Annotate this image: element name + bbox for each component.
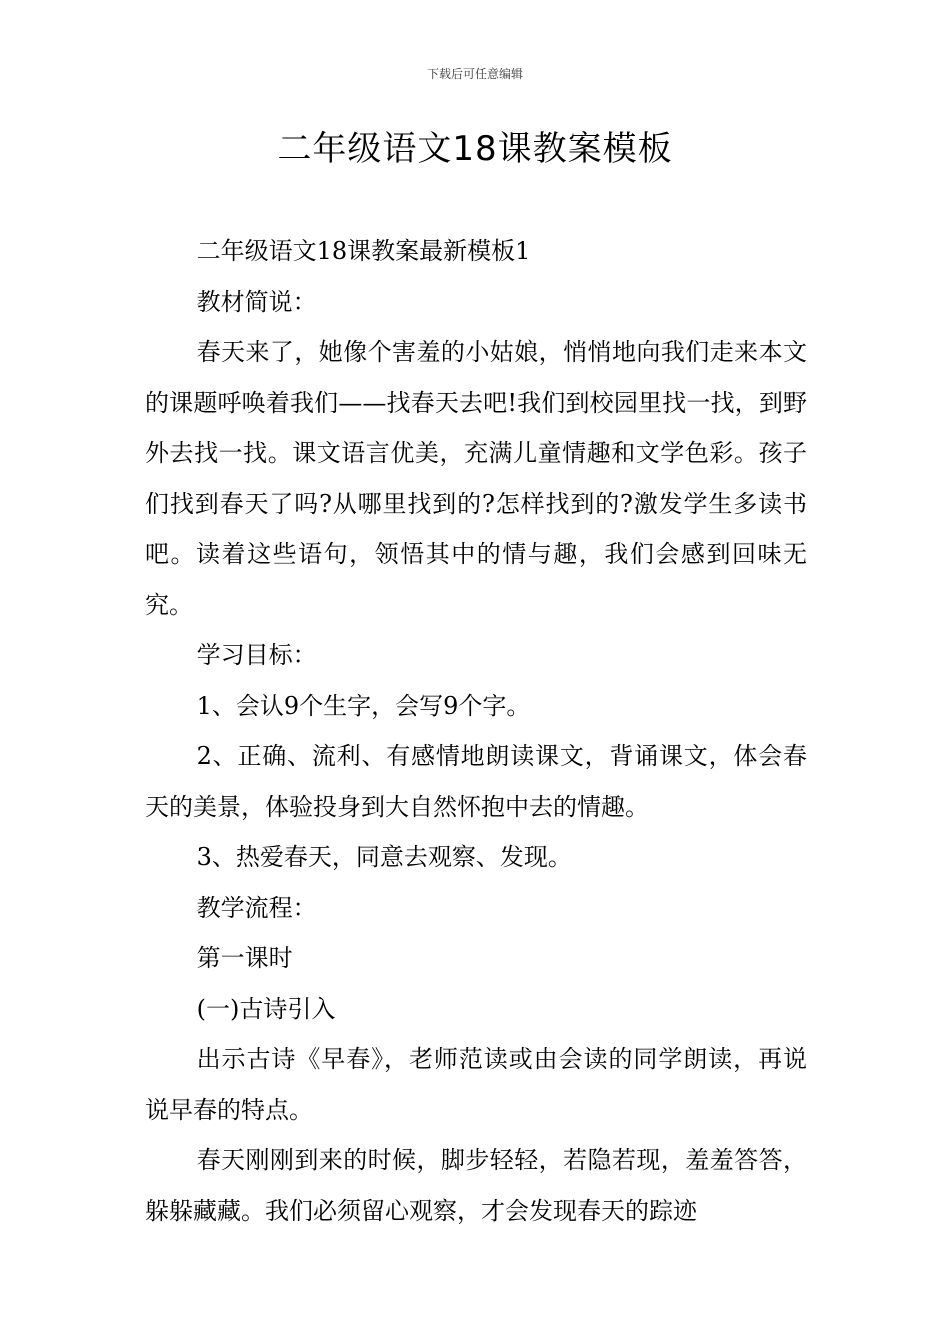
paragraph: 2、正确、流利、有感情地朗读课文，背诵课文，体会春天的美景，体验投身到大自然怀抱中去的情趣。 <box>145 742 807 821</box>
paragraph: (一)古诗引入 <box>196 994 336 1023</box>
paragraph: 春天刚刚到来的时候，脚步轻轻，若隐若现，羞羞答答，躲躲藏藏。我们必须留心观察，才会发现春天的踪迹 <box>145 1146 807 1225</box>
header-note: 下载后可任意编辑 <box>426 67 523 81</box>
paragraph: 1、会认9个生字，会写9个字。 <box>196 691 531 720</box>
document-body <box>145 226 807 1236</box>
paragraph: 春天来了，她像个害羞的小姑娘，悄悄地向我们走来本文的课题呼唤着我们——找春天去吧!我们到校园里找一找，到野外去找一找。课文语言优美，充满儿童情趣和文学色彩。孩子们找到春天了吗?从哪里找到的?怎样找到的?激发学生多读书吧。读着这些语句，领悟其中的情与趣，我们会感到回味无究。 <box>145 338 807 619</box>
paragraph: 教学流程： <box>196 893 317 922</box>
paragraph: 二年级语文18课教案最新模板1 <box>196 237 531 265</box>
paragraph: 学习目标： <box>196 641 317 669</box>
paragraph: 第一课时 <box>196 944 293 972</box>
paragraph: 教材简说： <box>196 287 317 316</box>
paragraph: 3、热爱春天，同意去观察、发现。 <box>196 843 572 871</box>
paragraph: 出示古诗《早春》，老师范读或由会读的同学朗读，再说说早春的特点。 <box>145 1045 807 1124</box>
document-title: 二年级语文18课教案模板 <box>277 129 673 169</box>
